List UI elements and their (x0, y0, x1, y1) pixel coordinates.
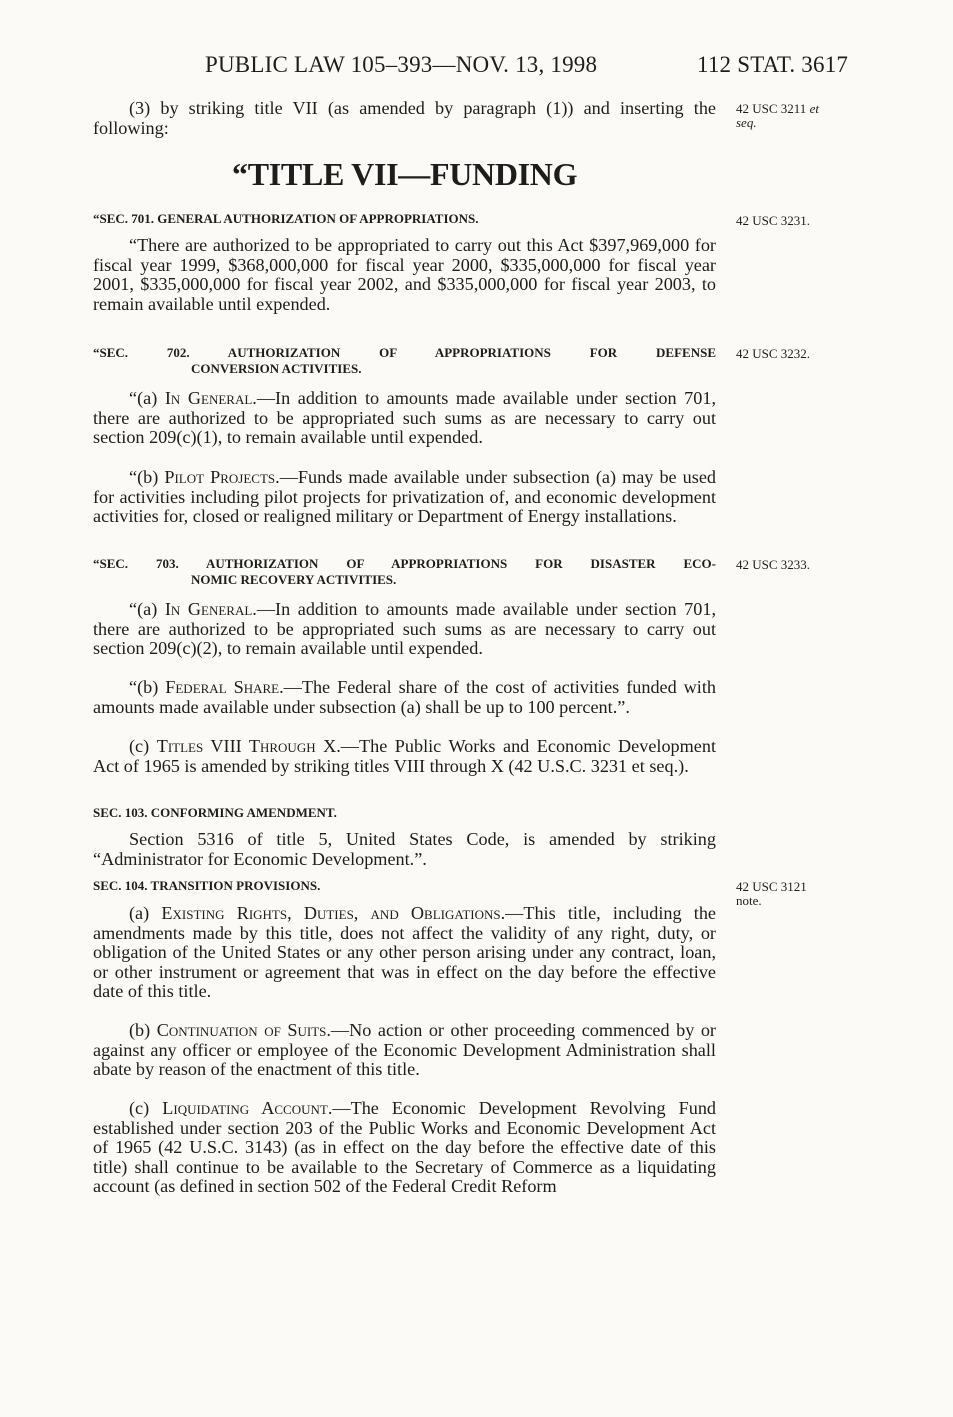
sec702-subsection-b (93, 468, 716, 527)
sec703-heading (93, 556, 716, 588)
sec703-a-label: In General. (164, 599, 257, 619)
running-header-left: PUBLIC LAW 105–393—NOV. 13, 1998 (205, 52, 598, 77)
margin-note-3121 (736, 880, 807, 908)
sec703-a-open: “(a) (129, 599, 165, 619)
sec104-subsection-c (93, 1099, 716, 1197)
sec703-subsection-b (93, 678, 716, 717)
sec702-a-label: In General. (164, 388, 257, 408)
sec703-b-open: “(b) (129, 677, 166, 697)
sec702-a-open: “(a) (129, 388, 165, 408)
margin-note-3231: 42 USC 3231. (736, 213, 811, 228)
sec104-a-open: (a) (129, 903, 162, 923)
sec702-heading-line2: CONVERSION ACTIVITIES. (191, 361, 362, 376)
c-titles-open: (c) (129, 736, 157, 756)
sec104-c-body: —The Economic Development Revolving Fund established under section 203 of the Public Works and Economic Development Act of 1965 (42 U.S.C. 3143) (as in effect on the day before the effective date of this title) shall continue to be available to the Secretary of Commerce as a liquidating account (as defined in section 502 of the Federal Credit Reform (93, 1098, 717, 1197)
margin-note-3121-line2: note. (736, 893, 762, 908)
margin-note-3211-seq: seq. (736, 115, 757, 130)
sec702-heading (93, 345, 716, 377)
c-titles-label: Titles VIII Through X. (156, 736, 341, 756)
sec703-b-label: Federal Share. (165, 677, 284, 697)
title-heading: “TITLE VII—FUNDING (232, 156, 578, 192)
sec103-heading: SEC. 103. CONFORMING AMENDMENT. (93, 805, 337, 820)
sec702-b-open: “(b) (129, 467, 165, 487)
sec702-b-label: Pilot Projects. (164, 467, 280, 487)
sec703-a-body: —In addition to amounts made available under section 701, there are authorized to be appropriated such sums as are necessary to carry out section 209(c)(2), to remain available until expended. (93, 599, 716, 659)
sec104-b-label: Continuation of Suits. (156, 1020, 331, 1040)
sec104-b-body: —No action or other proceeding commenced by or against any officer or employee of the Economic Development Administration shall abate by reason of the enactment of this title. (93, 1020, 716, 1080)
sec703-subsection-a (93, 600, 716, 659)
sec104-subsection-b (93, 1021, 716, 1080)
c-titles-body: —The Public Works and Economic Development Act of 1965 is amended by striking titles VIII through X (42 U.S.C. 3231 et seq.). (93, 736, 716, 776)
sec702-subsection-a (93, 389, 716, 448)
sec703-heading-line1: “SEC. 703. AUTHORIZATION OF APPROPRIATIONS FOR DISASTER ECO- (93, 556, 716, 571)
sec104-a-label: Existing Rights, Duties, and Obligations. (161, 903, 506, 923)
subsection-c-titles (93, 737, 716, 776)
sec104-a-body: —This title, including the amendments made by this title, does not affect the validity of any right, duty, or obligation of the United States or any other person arising under any contract, loan, or other instrument or agreement that was in effect on the day before the effective date of this title. (93, 903, 716, 1002)
running-header-right: 112 STAT. 3617 (697, 52, 849, 77)
sec701-heading: “SEC. 701. GENERAL AUTHORIZATION OF APPROPRIATIONS. (93, 211, 479, 226)
margin-note-3211 (736, 102, 819, 130)
margin-note-3233: 42 USC 3233. (736, 557, 811, 572)
sec703-heading-line2: NOMIC RECOVERY ACTIVITIES. (191, 572, 397, 587)
margin-note-3211-et: et (809, 101, 819, 116)
margin-note-3232: 42 USC 3232. (736, 346, 811, 361)
intro-paragraph: (3) by striking title VII (as amended by paragraph (1)) and inserting the following: (93, 98, 716, 138)
sec702-b-body: —Funds made available under subsection (a) may be used for activities including pilot projects for privatization of, and economic development activities for, closed or realigned military or Department of Energy installations. (93, 467, 717, 527)
sec104-b-open: (b) (129, 1020, 157, 1040)
sec103-body: Section 5316 of title 5, United States Code, is amended by striking “Administrator for Economic Development.”. (93, 829, 716, 869)
sec104-c-label: Liquidating Account. (162, 1098, 333, 1118)
sec702-a-body: —In addition to amounts made available under section 701, there are authorized to be appropriated such sums as are necessary to carry out section 209(c)(1), to remain available until expended. (93, 388, 716, 448)
sec702-heading-line1: “SEC. 702. AUTHORIZATION OF APPROPRIATIONS FOR DEFENSE (93, 345, 716, 360)
sec104-subsection-a (93, 904, 716, 1002)
sec104-c-open: (c) (129, 1098, 163, 1118)
margin-note-3121-line1: 42 USC 3121 (736, 879, 807, 894)
sec104-heading: SEC. 104. TRANSITION PROVISIONS. (93, 878, 321, 893)
margin-note-3211-main: 42 USC 3211 (736, 101, 810, 116)
sec703-b-body: —The Federal share of the cost of activities funded with amounts made available under subsection (a) shall be up to 100 percent.”. (93, 677, 717, 717)
sec701-body: “There are authorized to be appropriated to carry out this Act $397,969,000 for fiscal year 1999, $368,000,000 for fiscal year 2000, $335,000,000 for fiscal year 2001, $335,000,000 for fiscal year 2002, and $335,000,000 for fiscal year 2003, to remain available until expended. (93, 235, 716, 314)
